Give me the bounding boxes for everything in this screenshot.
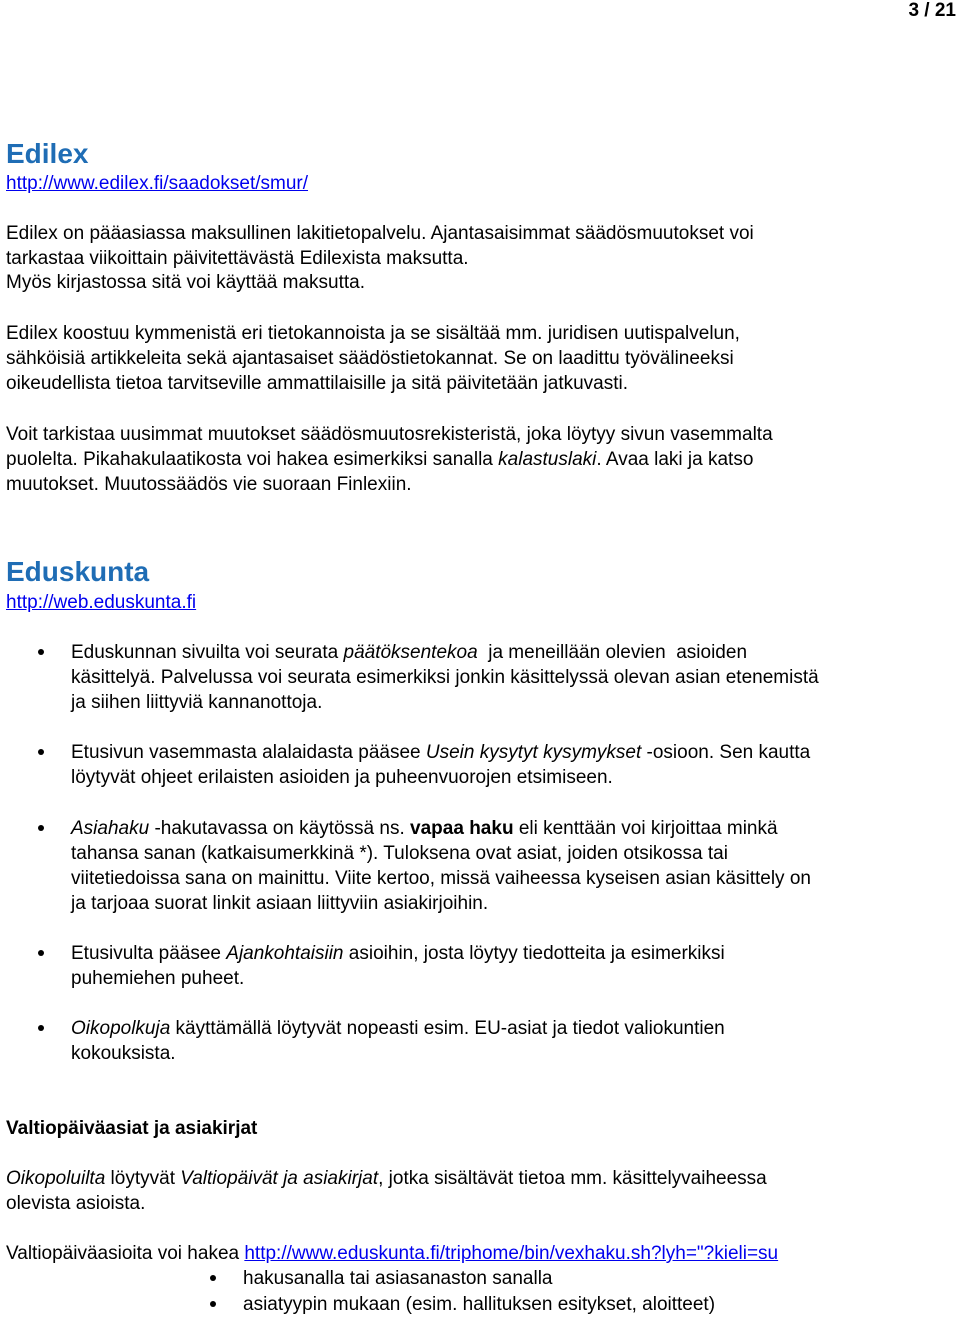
edilex-p1-line3: Myös kirjastossa sitä voi käyttää maksutta. — [6, 272, 366, 293]
bullet-icon — [38, 825, 44, 831]
edilex-p1-line2: tarkastaa viikoittain päivitettävästä Edilexista maksutta. — [6, 248, 469, 269]
bullet-icon — [210, 1275, 216, 1281]
edilex-p3-line3: muutokset. Muutossäädös vie suoraan Finlexiin. — [6, 474, 412, 495]
eduskunta-b3-line2: tahansa sanan (katkaisumerkkinä *). Tuloksena ovat asiat, joiden otsikossa tai — [71, 843, 728, 864]
bullet-icon — [38, 1025, 44, 1031]
valtiopaiva-p1-line2: olevista asioista. — [6, 1193, 146, 1214]
valtiopaiva-list-item: asiatyypin mukaan (esim. hallituksen esitykset, aloitteet) — [243, 1294, 716, 1315]
edilex-p3-line1: Voit tarkistaa uusimmat muutokset säädösmuutosrekisteristä, joka löytyy sivun vasemmalta — [6, 424, 773, 445]
eduskunta-b4-line1: Etusivulta pääsee Ajankohtaisiin asioihin, josta löytyy tiedotteita ja esimerkiksi — [71, 943, 725, 964]
eduskunta-b1-line1: Eduskunnan sivuilta voi seurata päätöksentekoa ja meneillään olevien asioiden — [71, 642, 748, 663]
eduskunta-b3-line3: viitetiedoissa sana on mainittu. Viite kertoo, missä vaiheessa kyseisen asian käsittely on — [71, 868, 811, 889]
eduskunta-b5-line2: kokouksista. — [71, 1043, 176, 1064]
section-title-eduskunta: Eduskunta — [6, 556, 150, 587]
edilex-p2-line1: Edilex koostuu kymmenistä eri tietokannoista ja se sisältää mm. juridisen uutispalvelun, — [6, 323, 740, 344]
page-number: 3 / 21 — [908, 0, 956, 21]
valtiopaiva-p2-line: Valtiopäiväasioita voi hakea http://www.eduskunta.fi/triphome/bin/vexhaku.sh?lyh="?kieli=su — [6, 1243, 779, 1264]
edilex-p1-line1: Edilex on pääasiassa maksullinen lakitietopalvelu. Ajantasaisimmat säädösmuutokset voi — [6, 223, 754, 244]
eduskunta-b2-line1: Etusivun vasemmasta alalaidasta pääsee Usein kysytyt kysymykset -osioon. Sen kautta — [71, 742, 811, 763]
bullet-icon — [38, 649, 44, 655]
bullet-icon — [38, 950, 44, 956]
eduskunta-b2-line2: löytyvät ohjeet erilaisten asioiden ja puheenvuorojen etsimiseen. — [71, 767, 613, 788]
vexhaku-link[interactable]: http://www.eduskunta.fi/triphome/bin/vexhaku.sh?lyh="?kieli=su — [244, 1243, 779, 1264]
eduskunta-b1-line2: käsittelyä. Palvelussa voi seurata esimerkiksi jonkin käsittelyssä olevan asian etenemistä — [71, 667, 819, 688]
eduskunta-b3-line1: Asiahaku -hakutavassa on käytössä ns. vapaa haku eli kenttään voi kirjoittaa minkä — [71, 818, 778, 839]
edilex-p2-line2: sähköisiä artikkeleita sekä ajantasaiset säädöstietokannat. Se on laadittu työvälineeksi — [6, 348, 734, 369]
edilex-p3-line2: puolelta. Pikahakulaatikosta voi hakea esimerkiksi sanalla kalastuslaki. Avaa laki ja katso — [6, 449, 754, 470]
edilex-link[interactable]: http://www.edilex.fi/saadokset/smur/ — [6, 173, 309, 194]
eduskunta-b1-line3: ja siihen liittyviä kannanottoja. — [71, 692, 323, 713]
eduskunta-b5-line1: Oikopolkuja käyttämällä löytyvät nopeasti esim. EU-asiat ja tiedot valiokuntien — [71, 1018, 725, 1039]
section-title-edilex: Edilex — [6, 138, 89, 169]
eduskunta-b4-line2: puhemiehen puheet. — [71, 968, 245, 989]
section-title-valtiopaivaasiat: Valtiopäiväasiat ja asiakirjat — [6, 1118, 258, 1139]
valtiopaiva-list-item: hakusanalla tai asiasanaston sanalla — [243, 1268, 553, 1289]
bullet-icon — [210, 1301, 216, 1307]
eduskunta-b3-line4: ja tarjoaa suorat linkit asiaan liittyviin asiakirjoihin. — [71, 893, 489, 914]
bullet-icon — [38, 749, 44, 755]
eduskunta-link[interactable]: http://web.eduskunta.fi — [6, 592, 197, 613]
valtiopaiva-p1-line1: Oikopoluilta löytyvät Valtiopäivät ja asiakirjat, jotka sisältävät tietoa mm. käsittelyvaiheessa — [6, 1168, 767, 1189]
edilex-p2-line3: oikeudellista tietoa tarvitseville ammattilaisille ja sitä päivitetään jatkuvasti. — [6, 373, 629, 394]
